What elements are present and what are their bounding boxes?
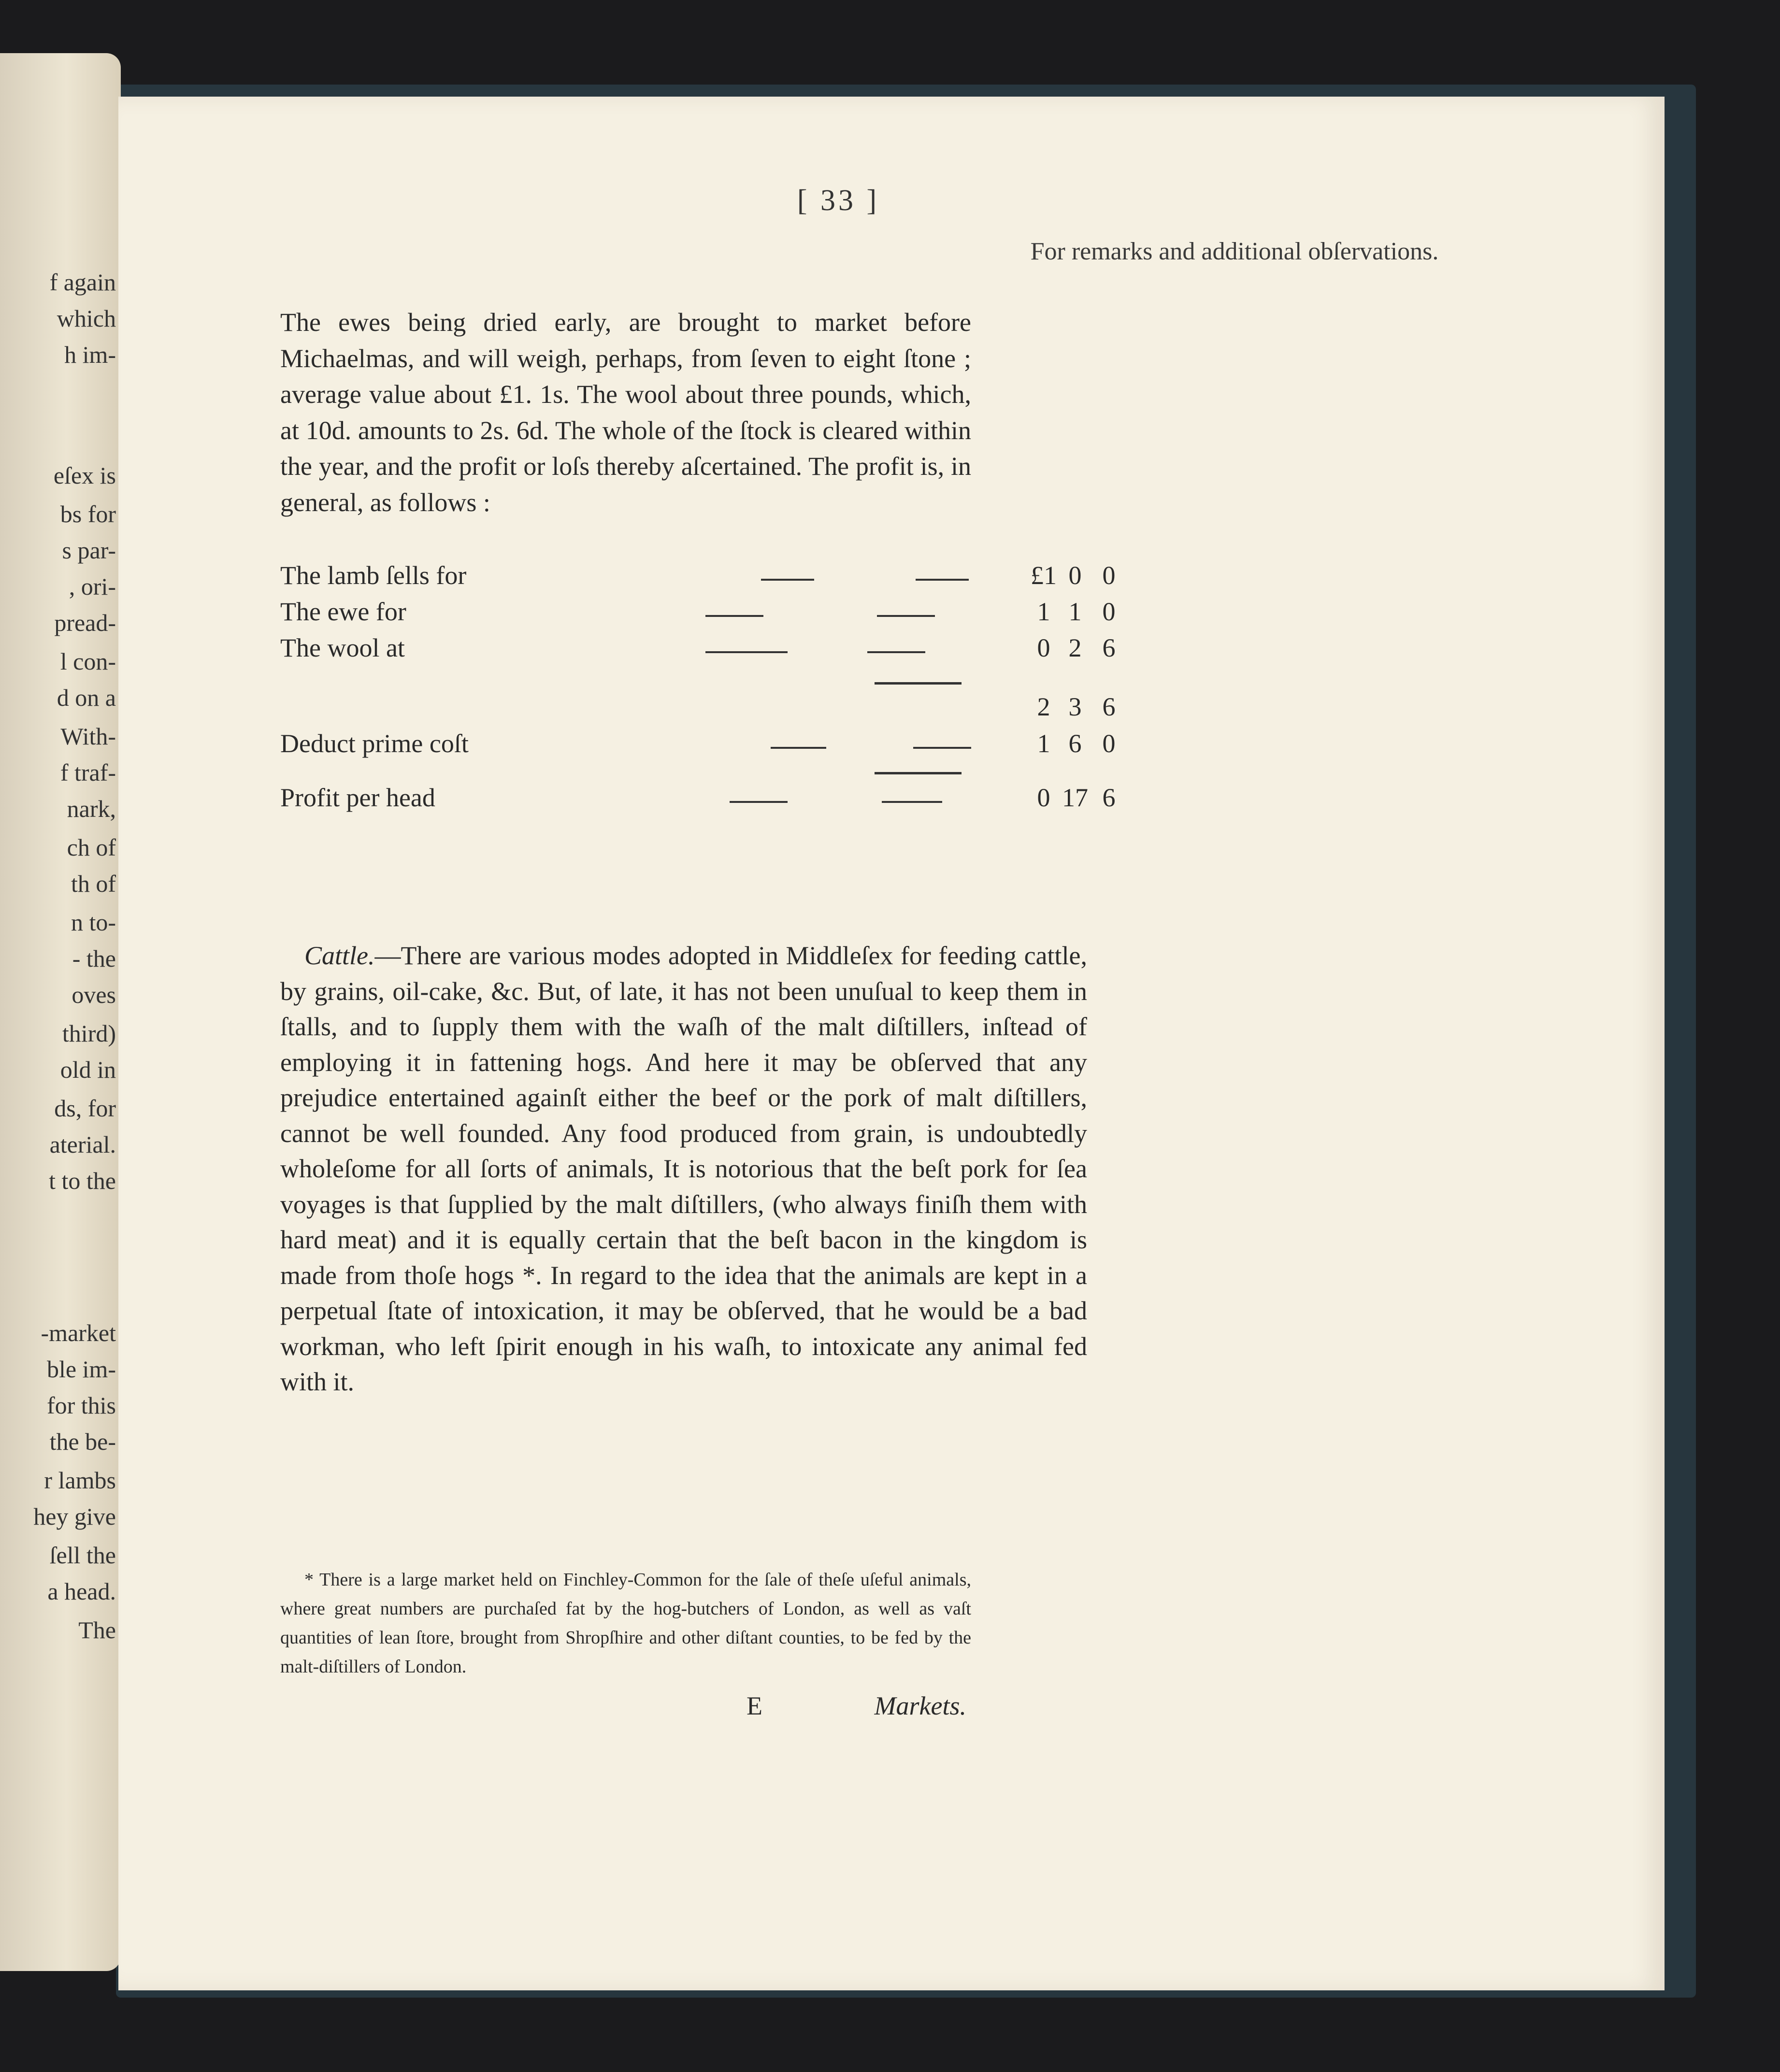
shillings-cell: 0 bbox=[1068, 561, 1082, 590]
left-fragment: th of bbox=[71, 870, 116, 897]
table-row bbox=[280, 560, 1116, 599]
paragraph-cattle-text bbox=[280, 938, 1087, 1400]
table-row bbox=[280, 783, 1116, 821]
left-page-edge bbox=[0, 53, 121, 1971]
left-fragment: , ori- bbox=[69, 573, 116, 600]
left-fragment: for this bbox=[46, 1392, 116, 1419]
margin-note: For remarks and additional obſervations. bbox=[1030, 238, 1439, 265]
catchword: Markets. bbox=[874, 1691, 966, 1720]
left-fragment: f again bbox=[49, 269, 116, 296]
left-fragment: pread- bbox=[54, 609, 116, 636]
pence-cell: 0 bbox=[1102, 561, 1116, 590]
pounds-cell: 1 bbox=[1037, 729, 1050, 758]
left-fragment: the be- bbox=[49, 1428, 116, 1455]
pounds-cell: £1 bbox=[1031, 561, 1057, 590]
page-number: [ 33 ] bbox=[797, 184, 880, 217]
table-row bbox=[280, 729, 1116, 767]
pence-cell: 0 bbox=[1102, 729, 1116, 758]
row-label: The ewe for bbox=[280, 597, 406, 626]
dash-rule bbox=[771, 747, 826, 749]
left-fragment: hey give bbox=[33, 1503, 116, 1530]
dash-rule bbox=[761, 579, 814, 581]
dash-rule bbox=[877, 615, 935, 617]
pounds-cell: 0 bbox=[1037, 783, 1050, 812]
left-fragment: ble im- bbox=[46, 1356, 116, 1383]
paragraph-ewes bbox=[280, 304, 971, 520]
left-fragment: d on a bbox=[57, 684, 116, 711]
row-label: The lamb ſells for bbox=[280, 561, 467, 590]
signature-mark: E bbox=[746, 1691, 762, 1720]
table-row bbox=[280, 692, 1116, 730]
left-fragment: h im- bbox=[64, 341, 116, 368]
pounds-cell: 1 bbox=[1037, 597, 1050, 626]
left-fragment: aterial. bbox=[49, 1131, 116, 1158]
left-fragment: ch of bbox=[67, 834, 116, 861]
left-fragment: ds, for bbox=[54, 1095, 116, 1122]
left-fragment: f traf- bbox=[60, 759, 116, 786]
sum-rule bbox=[875, 682, 962, 685]
dash-rule bbox=[730, 801, 788, 803]
sum-rule bbox=[875, 772, 962, 774]
left-fragment: old in bbox=[60, 1056, 116, 1083]
left-fragment: which bbox=[57, 305, 116, 332]
left-fragment: l con- bbox=[60, 648, 116, 675]
dash-rule bbox=[882, 801, 942, 803]
left-fragment: -market bbox=[41, 1319, 116, 1346]
cattle-heading: Cattle. bbox=[304, 941, 375, 970]
shillings-cell: 6 bbox=[1068, 729, 1082, 758]
row-label: The wool at bbox=[280, 633, 405, 662]
pence-cell: 6 bbox=[1102, 692, 1116, 721]
shillings-cell: 17 bbox=[1062, 783, 1088, 812]
pence-cell: 6 bbox=[1102, 633, 1116, 662]
left-fragment: bs for bbox=[60, 500, 116, 528]
dash-rule bbox=[705, 651, 788, 653]
cattle-body: —There are various modes adopted in Middleſex for feeding cattle, by grains, oil-cake, &c. But, of late, it has not been unuſual to keep them in ſtalls, and to ſupply them with the waſh of the malt diſtillers, inſtead of employing it in fattening hogs. And here it may be obſerved that any prejudice entertained againſt either the beef or the pork of malt diſtillers, cannot be well founded. Any food produced from grain, is undoubtedly wholeſome for all ſorts of animals, It is notorious that the beſt pork for ſea voyages is that ſupplied by the malt diſtillers, (who always finiſh them with hard meat) and it is equally certain that the beſt bacon in the kingdom is made from thoſe hogs *. In regard to the idea that the animals are kept in a perpetual ſtate of intoxication, it may be obſerved, that he would be a bad workman, who left ſpirit enough in his waſh, to intoxicate any animal fed with it. bbox=[280, 941, 1087, 1396]
dash-rule bbox=[916, 579, 969, 581]
paragraph-ewes-text: The ewes being dried early, are brought to market before Michaelmas, and will weigh, perhaps, from ſeven to eight ſtone ; average value about £1. 1s. The wool about three pounds, which, at 10d. amounts to 2s. 6d. The whole of the ſtock is cleared within the year, and the profit or loſs thereby aſcertained. The profit is, in general, as follows : bbox=[280, 308, 971, 517]
left-fragment: a head. bbox=[47, 1578, 116, 1605]
shillings-cell: 1 bbox=[1068, 597, 1082, 626]
left-fragment: n to- bbox=[71, 909, 116, 936]
left-fragment: oves bbox=[72, 981, 116, 1008]
table-row bbox=[280, 597, 1116, 635]
left-fragment: With- bbox=[60, 723, 116, 750]
book-page bbox=[118, 97, 1665, 1990]
pence-cell: 6 bbox=[1102, 783, 1116, 812]
pounds-cell: 2 bbox=[1037, 692, 1050, 721]
pence-cell: 0 bbox=[1102, 597, 1116, 626]
dash-rule bbox=[913, 747, 971, 749]
dash-rule bbox=[867, 651, 925, 653]
shillings-cell: 3 bbox=[1068, 692, 1082, 721]
left-fragment: t to the bbox=[49, 1167, 116, 1194]
left-fragment: r lambs bbox=[44, 1467, 116, 1494]
left-fragment: The bbox=[78, 1616, 116, 1643]
left-fragment: ſell the bbox=[49, 1542, 116, 1569]
footnote-text: * There is a large market held on Finchley-Common for the ſale of theſe uſeful animals, where great numbers are purchaſed fat by the hog-butchers of London, as well as vaſt quantities of lean ſtore, brought from Shropſhire and other diſtant counties, to be fed by the malt-diſtillers of London. bbox=[280, 1570, 971, 1677]
table-row bbox=[280, 633, 1116, 672]
left-fragment: nark, bbox=[67, 795, 116, 822]
left-fragment: - the bbox=[72, 945, 116, 972]
row-label: Deduct prime coſt bbox=[280, 729, 469, 758]
left-fragment: eſex is bbox=[53, 462, 116, 489]
left-fragment: s par- bbox=[62, 537, 116, 564]
dash-rule bbox=[705, 615, 763, 617]
row-label: Profit per head bbox=[280, 783, 435, 812]
paragraph-cattle bbox=[280, 938, 1087, 1400]
footnote bbox=[280, 1565, 971, 1681]
pounds-cell: 0 bbox=[1037, 633, 1050, 662]
left-fragment: third) bbox=[62, 1020, 116, 1047]
shillings-cell: 2 bbox=[1068, 633, 1082, 662]
